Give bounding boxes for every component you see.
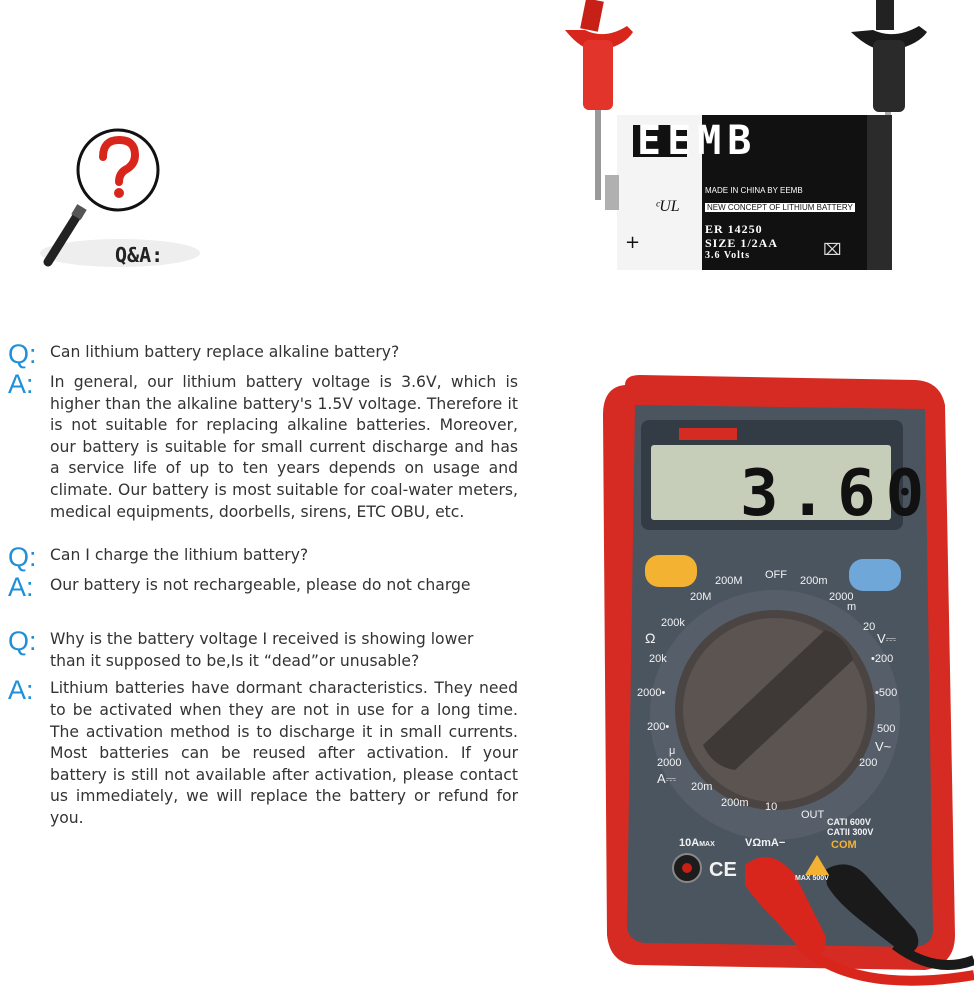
battery-plus: + [625, 232, 641, 253]
qa-section [8, 339, 518, 852]
answer-text: In general, our lithium battery voltage is 3.6V, which is higher than the alkaline battery's 1.5V voltage. Therefore it is not suitable for replacing alkaline batteries. Moreover, our battery is suitable for small current discharge and has a service life of up to ten years depends on usage and climate. Our battery is most suitable for coal-water meters, medical equipments, doorbells, sirens, ETC OBU, etc. [50, 373, 518, 521]
dial-label: 20m [691, 781, 713, 793]
q-marker: Q: [8, 339, 37, 369]
cat-rating-2: CATII 300V [827, 827, 874, 837]
dial-label: 2000• [637, 687, 666, 699]
bin-icon: ⌧ [823, 240, 842, 259]
q-marker: Q: [8, 626, 37, 657]
battery-image [555, 0, 974, 290]
a-marker: A: [8, 369, 34, 399]
dial-label: 200• [647, 721, 670, 733]
answer-text: Lithium batteries have dormant characteristics. They need to be activated when they are not in use for a long time. The activation method is to discharge it in small currents. Most batteries can be reused after activation. If your battery is still not available after activation, please contact us immediately, we will replace the battery or refund for you. [50, 679, 518, 827]
question-text: Why is the battery voltage I received is showing lower than it supposed to be,Is it “dead”or unusable? [50, 630, 474, 670]
a-marker: A: [8, 675, 34, 706]
jack-10a-text: 10A [679, 837, 700, 849]
jack-label-10a [679, 837, 715, 849]
question-2 [8, 542, 518, 573]
dial-label: •200 [871, 653, 894, 665]
a-marker: A: [8, 572, 34, 603]
dial-label: 10 [765, 801, 778, 813]
dial-label-micro: μ [669, 745, 676, 757]
battery-volts: 3.6 Volts [705, 250, 751, 261]
dial-label-out: OUT [801, 809, 825, 821]
dial-label: 500 [877, 723, 896, 735]
qa-title: Q&A: [115, 243, 164, 267]
question-text: Can lithium battery replace alkaline battery? [50, 343, 400, 361]
jack-10a-sub: MAX [699, 841, 715, 848]
answer-3 [8, 675, 518, 829]
battery-concept: NEW CONCEPT OF LITHIUM BATTERY [707, 203, 853, 212]
dial-label: m [847, 601, 857, 613]
answer-2 [8, 572, 518, 603]
ce-mark: CE [709, 859, 737, 881]
q-marker: Q: [8, 542, 37, 573]
dial-label: 2000 [657, 757, 682, 769]
max-voltage: MAX 500V [795, 875, 829, 882]
dial-label: 200M [715, 575, 743, 587]
dial-label: 20 [863, 621, 876, 633]
dial-label: 20k [649, 653, 667, 665]
dial-label: •500 [875, 687, 898, 699]
dial-label: 2000 [829, 591, 854, 603]
cat-rating-1: CATI 600V [827, 817, 871, 827]
question-text: Can I charge the lithium battery? [50, 546, 309, 565]
dial-label-adc: A⎓ [657, 771, 677, 786]
dial-label-vac: V~ [875, 739, 892, 754]
ul-mark-icon: ᶜUL [655, 198, 680, 215]
question-3 [8, 626, 518, 672]
dial-label-off: OFF [765, 569, 787, 581]
dial-label: 200m [721, 797, 749, 809]
battery-made-in: MADE IN CHINA BY EEMB [705, 186, 803, 195]
dial-label: 200m [800, 575, 828, 587]
lcd-display: 3.60 [740, 457, 935, 531]
answer-1 [8, 369, 518, 523]
jack-label-com: COM [831, 839, 857, 851]
dial-label-vdc: V⎓ [877, 631, 897, 646]
multimeter-image [595, 375, 974, 1000]
jack-label-v: VΩmA− [745, 837, 786, 849]
dial-label: 200 [859, 757, 878, 769]
dial-label: 20M [690, 591, 712, 603]
dial-label: 200k [661, 617, 685, 629]
qa-header [40, 125, 240, 275]
dial-label-ohm: Ω [645, 630, 656, 646]
answer-text: Our battery is not rechargeable, please do not charge [50, 576, 471, 595]
question-1 [8, 339, 518, 369]
battery-brand: EEMB [637, 118, 758, 164]
battery-size: SIZE 1/2AA [705, 236, 779, 250]
battery-model: ER 14250 [705, 222, 763, 236]
